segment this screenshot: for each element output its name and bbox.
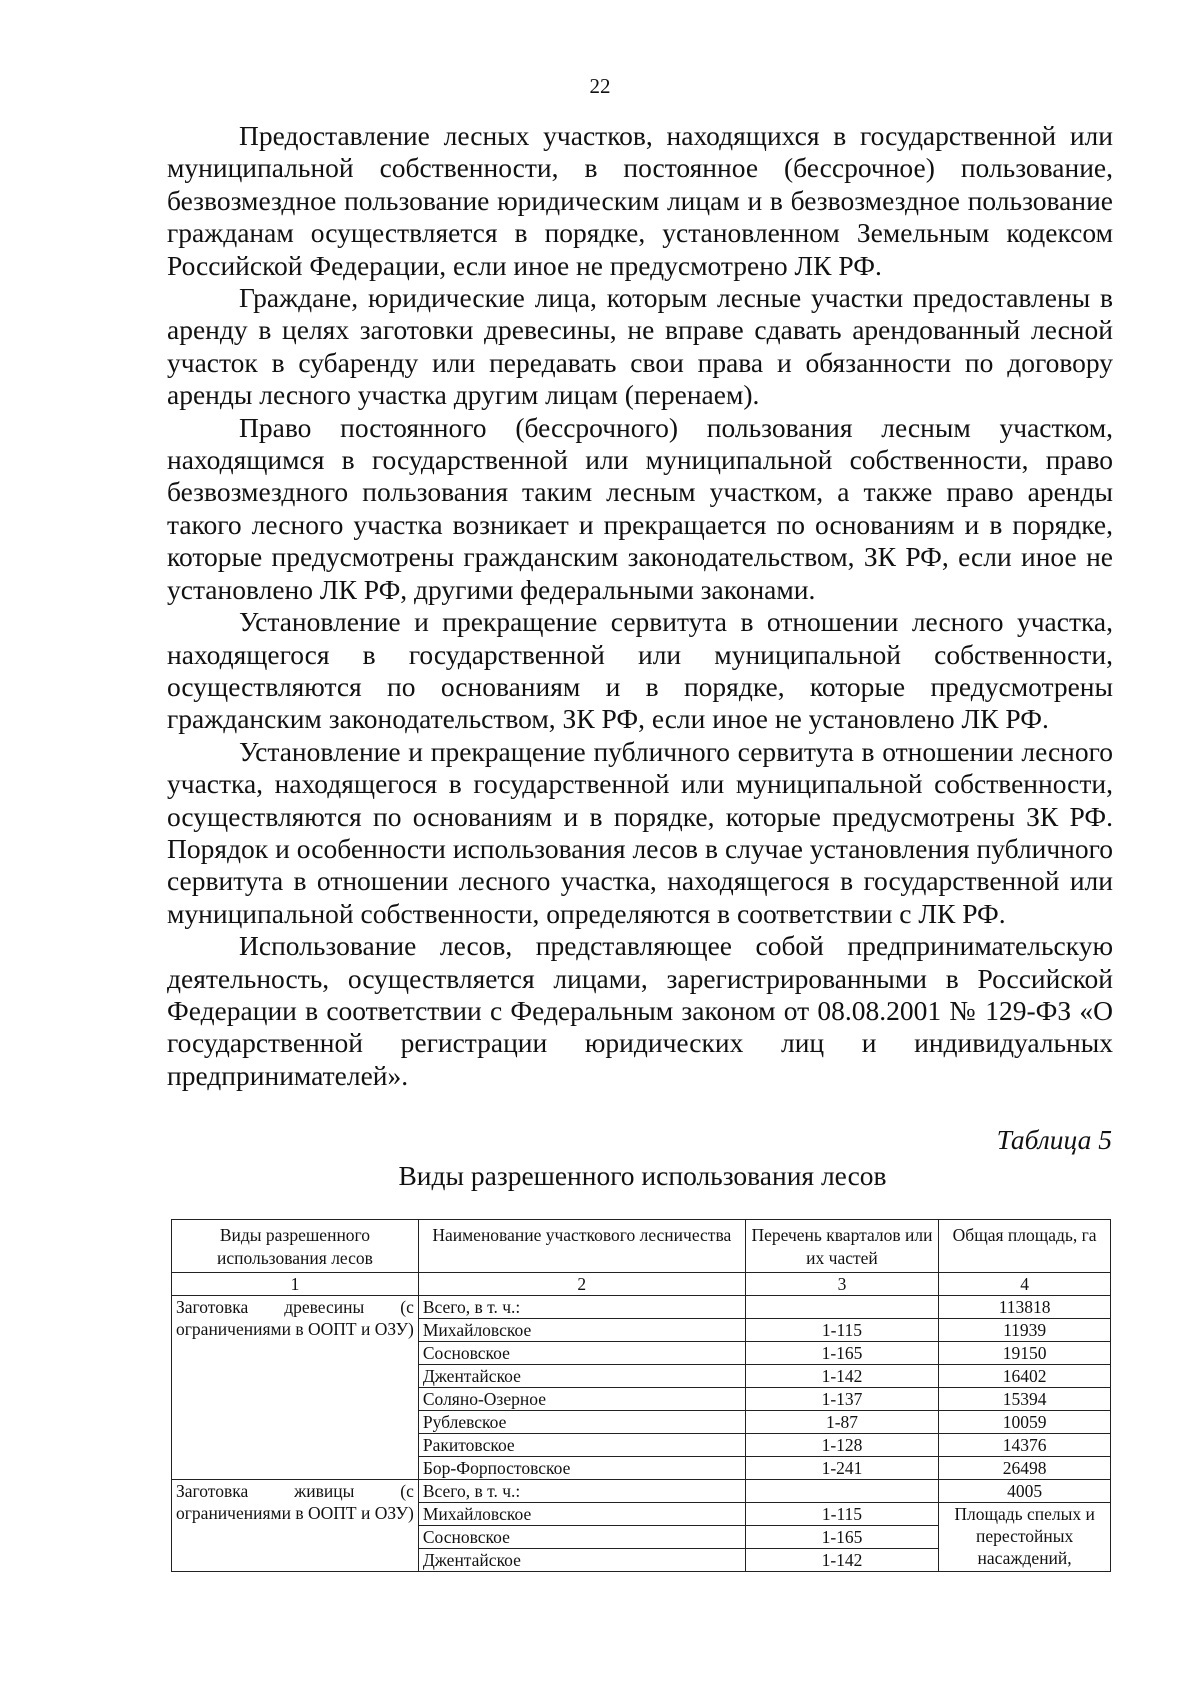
forestry-cell: Сосновское [418, 1526, 745, 1549]
column-number: 3 [745, 1273, 939, 1296]
forestry-cell: Сосновское [418, 1342, 745, 1365]
area-cell: 19150 [939, 1342, 1111, 1365]
area-cell: 16402 [939, 1365, 1111, 1388]
area-note-cell: Площадь спелых и перестойных насаждений, [939, 1503, 1111, 1572]
permitted-use-table [171, 1219, 1111, 1572]
use-type-cell: Заготовка живицы (с ограничениями в ООПТ и ОЗУ) [172, 1480, 419, 1572]
quarters-cell: 1-115 [745, 1503, 939, 1526]
quarters-cell: 1-137 [745, 1388, 939, 1411]
header-area: Общая площадь, га [939, 1220, 1111, 1273]
forestry-cell: Ракитовское [418, 1434, 745, 1457]
forestry-cell: Всего, в т. ч.: [418, 1296, 745, 1319]
area-cell: 26498 [939, 1457, 1111, 1480]
column-number: 1 [172, 1273, 419, 1296]
area-cell: 10059 [939, 1411, 1111, 1434]
quarters-cell: 1-241 [745, 1457, 939, 1480]
paragraph: Предоставление лесных участков, находящихся в государственной или муниципальной собственности, в постоянное (бессрочное) пользование, безвозмездное пользование юридическим лицам и в безвозмездное пользование гражданам осуществляется в порядке, установленном Земельным кодексом Российской Федерации, если иное не предусмотрено ЛК РФ. [167, 120, 1113, 281]
header-forestry: Наименование участкового лесничества [418, 1220, 745, 1273]
area-cell: 11939 [939, 1319, 1111, 1342]
quarters-cell: 1-165 [745, 1342, 939, 1365]
quarters-cell: 1-115 [745, 1319, 939, 1342]
quarters-cell: 1-142 [745, 1365, 939, 1388]
paragraph: Право постоянного (бессрочного) пользования лесным участком, находящимся в государственной или муниципальной собственности, право безвозмездного пользования таким лесным участком, а также право аренды такого лесного участка возникает и прекращается по основаниям и в порядке, которые предусмотрены гражданским законодательством, ЗК РФ, если иное не установлено ЛК РФ, другими федеральными законами. [167, 411, 1113, 605]
forestry-cell: Джентайское [418, 1365, 745, 1388]
column-number: 2 [418, 1273, 745, 1296]
page-number: 22 [589, 74, 611, 98]
paragraph: Установление и прекращение сервитута в отношении лесного участка, находящегося в государственной или муниципальной собственности, осуществляются по основаниям и в порядке, которые предусмотрены гражданским законодательством, ЗК РФ, если иное не установлено ЛК РФ. [167, 606, 1113, 735]
area-cell: 4005 [939, 1480, 1111, 1503]
forestry-cell: Бор-Форпостовское [418, 1457, 745, 1480]
quarters-cell: 1-142 [745, 1549, 939, 1572]
quarters-cell: 1-87 [745, 1411, 939, 1434]
area-cell: 15394 [939, 1388, 1111, 1411]
quarters-cell: 1-165 [745, 1526, 939, 1549]
table-caption: Таблица 5 [996, 1124, 1112, 1155]
paragraph: Установление и прекращение публичного сервитута в отношении лесного участка, находящегося в государственной или муниципальной собственности, осуществляются по основаниям и в порядке, которые предусмотрены ЗК РФ. Порядок и особенности использования лесов в случае установления публичного сервитута в отношении лесного участка, находящегося в государственной или муниципальной собственности, определяются в соответствии с ЛК РФ. [167, 735, 1113, 929]
forestry-cell: Михайловское [418, 1319, 745, 1342]
quarters-cell [745, 1296, 939, 1319]
table-title: Виды разрешенного использования лесов [398, 1160, 887, 1191]
column-number: 4 [939, 1273, 1111, 1296]
forestry-cell: Соляно-Озерное [418, 1388, 745, 1411]
quarters-cell [745, 1480, 939, 1503]
paragraph: Граждане, юридические лица, которым лесные участки предоставлены в аренду в целях заготовки древесины, не вправе сдавать арендованный лесной участок в субаренду или передавать свои права и обязанности по договору аренды лесного участка другим лицам (перенаем). [167, 282, 1113, 411]
forestry-cell: Михайловское [418, 1503, 745, 1526]
forestry-cell: Джентайское [418, 1549, 745, 1572]
header-use-type: Виды разрешенного использования лесов [172, 1220, 419, 1273]
paragraph: Использование лесов, представляющее собой предпринимательскую деятельность, осуществляется лицами, зарегистрированными в Российской Федерации в соответствии с Федеральным законом от 08.08.2001 № 129-ФЗ «О государственной регистрации юридических лиц и индивидуальных предпринимателей». [167, 930, 1113, 1091]
body-text [167, 120, 1113, 1092]
area-cell: 14376 [939, 1434, 1111, 1457]
forestry-cell: Всего, в т. ч.: [418, 1480, 745, 1503]
column-number-row [172, 1273, 1111, 1296]
header-quarters: Перечень кварталов или их частей [745, 1220, 939, 1273]
forestry-cell: Рублевское [418, 1411, 745, 1434]
table-row [172, 1296, 1111, 1319]
use-type-cell: Заготовка древесины (с ограничениями в ООПТ и ОЗУ) [172, 1296, 419, 1480]
area-cell: 113818 [939, 1296, 1111, 1319]
table-header-row [172, 1220, 1111, 1273]
table-row [172, 1480, 1111, 1503]
quarters-cell: 1-128 [745, 1434, 939, 1457]
